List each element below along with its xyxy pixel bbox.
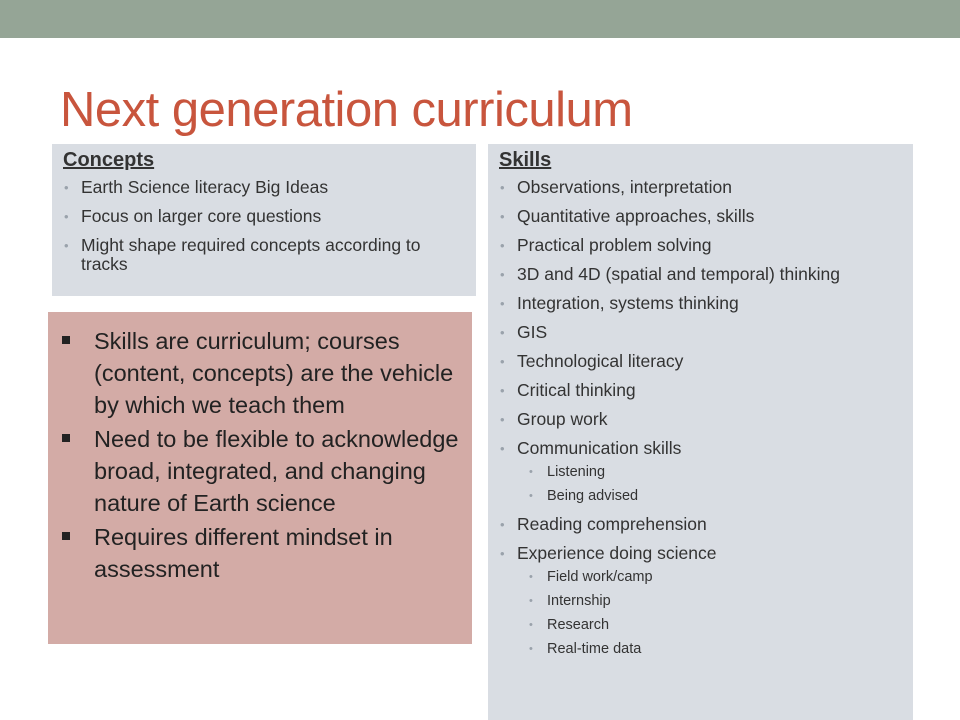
list-item: [499, 352, 903, 371]
slide-title: Next generation curriculum: [60, 83, 633, 137]
top-accent-bar: [0, 0, 960, 38]
list-item: [499, 178, 903, 197]
list-item-text: Practical problem solving: [517, 235, 712, 255]
list-item-text: Quantitative approaches, skills: [517, 206, 755, 226]
list-item-text: Observations, interpretation: [517, 177, 732, 197]
list-item: [499, 294, 903, 313]
notes-panel: [48, 312, 472, 644]
skills-list: [499, 178, 903, 658]
sub-list-item: • Internship: [529, 593, 903, 610]
skills-heading: Skills: [499, 149, 552, 171]
concepts-list: [63, 178, 466, 274]
list-item-text: GIS: [517, 322, 548, 342]
sub-list-item: • Being advised: [529, 488, 903, 505]
list-item-text: Reading comprehension: [517, 514, 707, 534]
list-item-text: Experience doing science: [517, 543, 717, 563]
sub-list: [517, 569, 903, 658]
sub-list: [517, 464, 903, 505]
sub-list-item: • Listening: [529, 464, 903, 481]
list-item-text: Group work: [517, 409, 608, 429]
list-item-text: Communication skills: [517, 438, 682, 458]
list-item: Need to be flexible to acknowledge broad, integrated, and changing nature of Earth science: [58, 423, 462, 519]
list-item-text: 3D and 4D (spatial and temporal) thinking: [517, 264, 840, 284]
list-item: [499, 410, 903, 429]
list-item: [499, 265, 903, 284]
sub-list-item: • Field work/camp: [529, 569, 903, 586]
list-item: [499, 515, 903, 534]
list-item-text: Technological literacy: [517, 351, 684, 371]
concepts-heading: Concepts: [63, 149, 155, 171]
list-item: [499, 236, 903, 255]
list-item-text: Integration, systems thinking: [517, 293, 739, 313]
list-item: Skills are curriculum; courses (content, concepts) are the vehicle by which we teach them: [58, 325, 462, 421]
list-item: • Focus on larger core questions: [63, 207, 466, 226]
sub-list-item: • Real-time data: [529, 641, 903, 658]
notes-list: [58, 325, 462, 585]
list-item: [499, 439, 903, 505]
list-item: [499, 207, 903, 226]
concepts-panel: [52, 144, 476, 296]
list-item: • Might shape required concepts according to tracks: [63, 236, 466, 274]
list-item: Requires different mindset in assessment: [58, 521, 462, 585]
skills-panel: [488, 144, 913, 720]
sub-list-item: • Research: [529, 617, 903, 634]
list-item-text: Critical thinking: [517, 380, 636, 400]
list-item: [499, 544, 903, 658]
list-item: • Earth Science literacy Big Ideas: [63, 178, 466, 197]
list-item: [499, 381, 903, 400]
list-item: [499, 323, 903, 342]
